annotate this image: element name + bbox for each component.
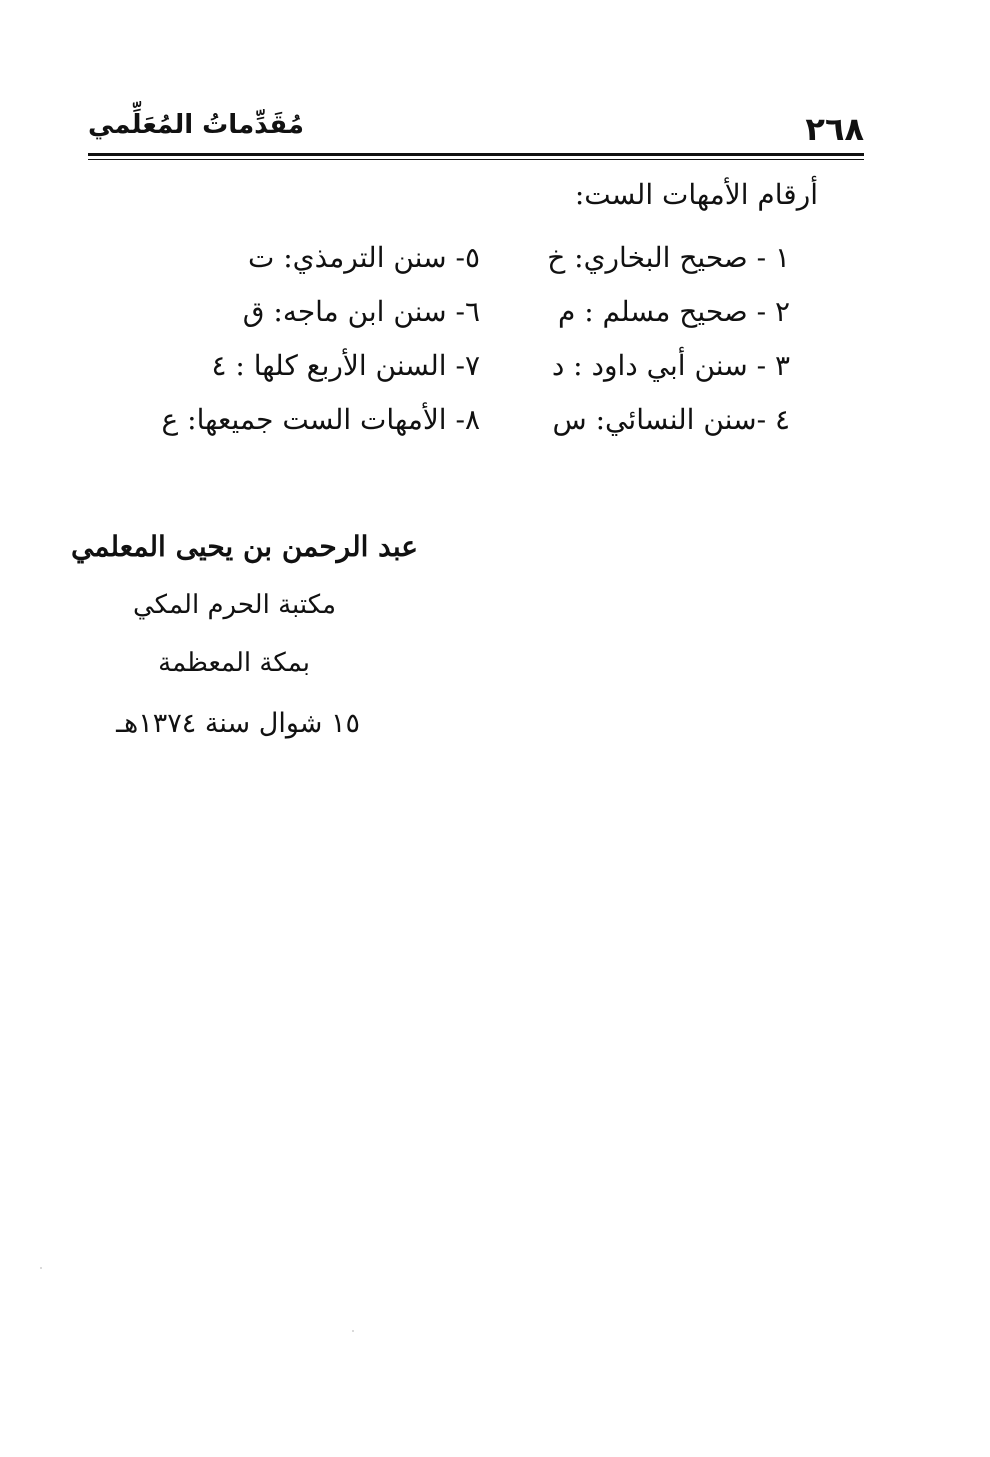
code-item-nasai: ٤ -سنن النسائي: س (552, 403, 790, 436)
header-rule-thin (88, 159, 864, 160)
code-item-bukhari: ١ - صحيح البخاري: خ (547, 241, 790, 274)
code-item-ibn-majah: ٦- سنن ابن ماجه: ق (242, 295, 480, 328)
header-rule (88, 153, 864, 156)
code-item-abu-dawud: ٣ - سنن أبي داود : د (551, 349, 790, 382)
paper-speck (352, 1330, 354, 1332)
code-item-all-six: ٨- الأمهات الست جميعها: ع (161, 403, 480, 436)
paper-speck (40, 1267, 42, 1269)
code-item-muslim: ٢ - صحيح مسلم : م (557, 295, 790, 328)
section-heading: أرقام الأمهات الست: (574, 178, 818, 211)
author-name: عبد الرحمن بن يحيى المعلمي (71, 530, 418, 563)
running-title: مُقَدِّماتُ المُعَلِّمي (88, 110, 304, 140)
code-item-tirmidhi: ٥- سنن الترمذي: ت (247, 241, 480, 274)
page-number: ٢٦٨ (805, 110, 864, 148)
library-name: مكتبة الحرم المكي (132, 590, 336, 620)
code-item-four-sunan: ٧- السنن الأربع كلها : ٤ (211, 349, 480, 382)
city-name: بمكة المعظمة (158, 648, 310, 678)
signature-date: ١٥ شوال سنة ١٣٧٤هـ (116, 708, 360, 739)
codes-list (140, 232, 800, 442)
page-header (88, 104, 864, 150)
